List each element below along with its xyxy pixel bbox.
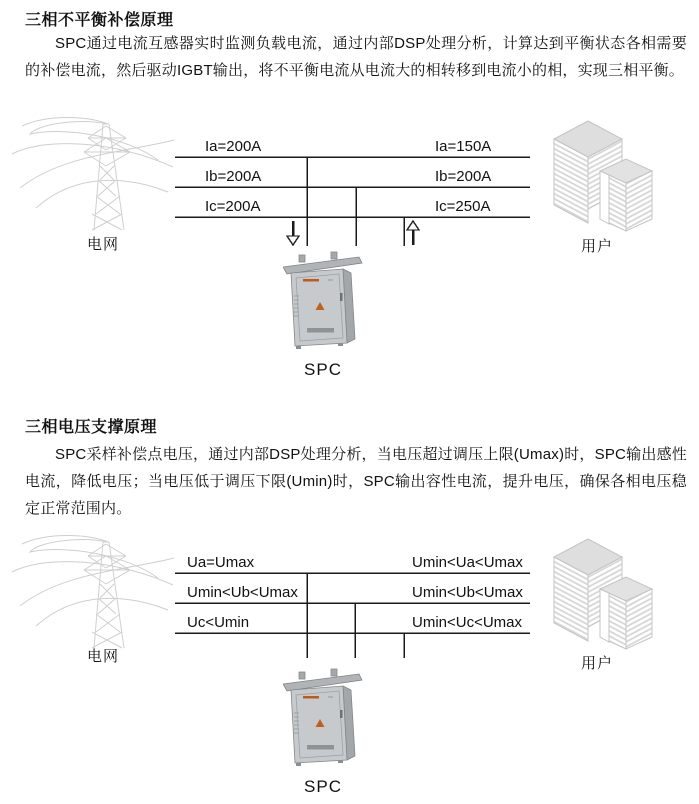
power-grid-tower-icon bbox=[8, 112, 178, 237]
grid-caption: 电网 bbox=[86, 648, 119, 665]
section1-heading: 三相不平衡补偿原理 bbox=[25, 12, 174, 29]
brand-label bbox=[303, 279, 319, 282]
user-building-icon bbox=[548, 113, 663, 238]
spc-caption: SPC bbox=[304, 360, 342, 379]
grid-caption: 电网 bbox=[86, 236, 119, 253]
phase-a-load-label: Umin<Ua<Umax bbox=[412, 554, 523, 571]
section2-paragraph: SPC采样补偿点电压，通过内部DSP处理分析，当电压超过调压上限(Umax)时，SPC输出感性电流，降低电压；当电压低于调压下限(Umin)时，SPC输出容性电流，提升电压，确保各相电压稳定正常范围内。 bbox=[25, 446, 687, 517]
spc-cabinet-icon bbox=[283, 668, 363, 768]
section1-paragraph: SPC通过电流互感器实时监测负载电流，通过内部DSP处理分析，计算达到平衡状态各相需要的补偿电流，然后驱动IGBT输出，将不平衡电流从电流大的相转移到电流小的相，实现三相平衡。 bbox=[25, 35, 687, 79]
phase-c-load-label: Ic=250A bbox=[435, 198, 491, 215]
phase-c-source-label: Uc<Umin bbox=[187, 614, 250, 631]
current-down-arrow-icon bbox=[287, 221, 299, 245]
section2-heading: 三相电压支撑原理 bbox=[25, 419, 158, 436]
spc-cabinet-icon bbox=[283, 251, 363, 351]
user-building-icon bbox=[548, 531, 663, 656]
current-up-arrow-icon bbox=[407, 221, 419, 245]
phase-a-source-label: Ia=200A bbox=[205, 138, 262, 155]
phase-a-load-label: Ia=150A bbox=[435, 138, 492, 155]
brand-label bbox=[303, 696, 319, 699]
current-compensation-diagram bbox=[0, 110, 699, 382]
phase-c-source-label: Ic=200A bbox=[205, 198, 261, 215]
user-caption: 用户 bbox=[580, 238, 613, 255]
phase-b-load-label: Ib=200A bbox=[435, 168, 492, 185]
phase-a-source-label: Ua=Umax bbox=[187, 554, 255, 571]
phase-b-load-label: Umin<Ub<Umax bbox=[412, 584, 523, 601]
voltage-support-diagram bbox=[0, 528, 699, 804]
phase-b-source-label: Umin<Ub<Umax bbox=[187, 584, 298, 601]
spc-caption: SPC bbox=[304, 777, 342, 796]
phase-b-source-label: Ib=200A bbox=[205, 168, 262, 185]
phase-c-load-label: Umin<Uc<Umax bbox=[412, 614, 523, 631]
power-grid-tower-icon bbox=[8, 530, 178, 655]
user-caption: 用户 bbox=[580, 655, 613, 672]
